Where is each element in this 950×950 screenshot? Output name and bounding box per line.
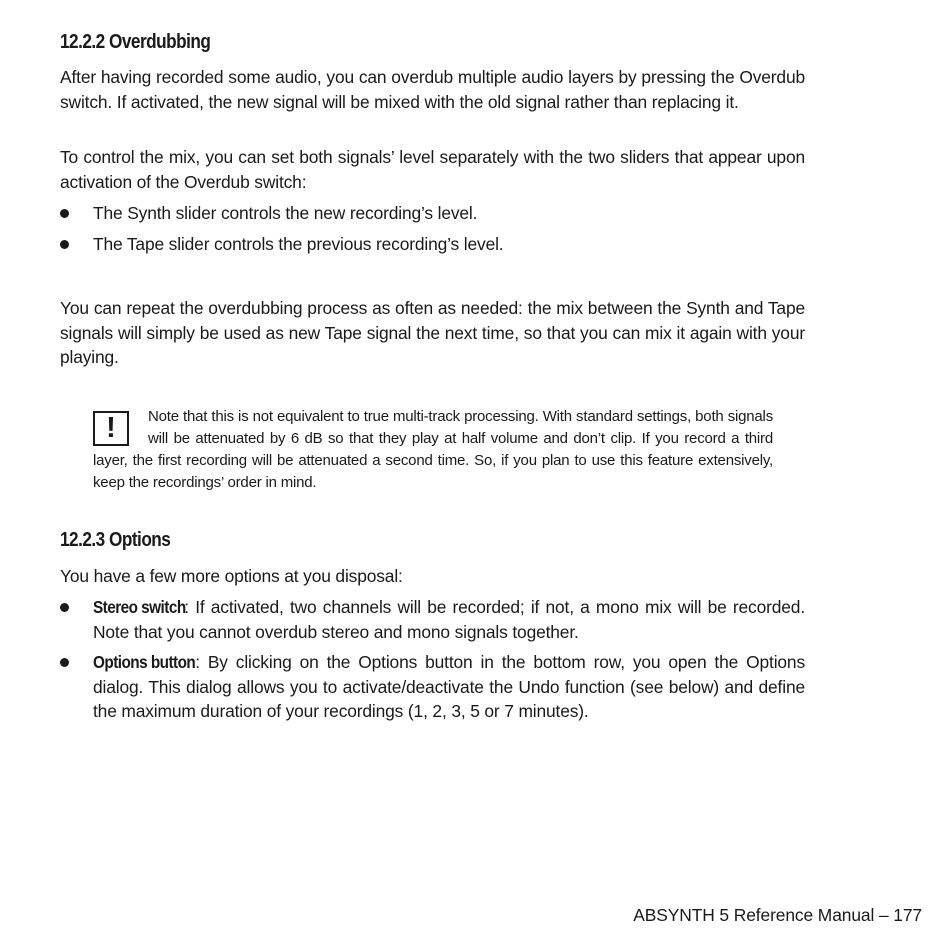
section-heading-options: 12.2.3 Options: [60, 529, 171, 551]
list-item-description: : If activated, two channels will be recorded; if not, a mono mix will be recorded. Note that you cannot overdub stereo and mono signals together.: [93, 597, 805, 642]
list-item-text: [93, 650, 805, 724]
paragraph-options-intro: You have a few more options at you disposal:: [60, 566, 403, 586]
note-box: [93, 406, 773, 496]
section-heading-overdubbing: 12.2.2 Overdubbing: [60, 31, 211, 53]
paragraph-mix-control: To control the mix, you can set both signals’ level separately with the two sliders that appear upon activation of the Overdub switch:: [60, 147, 805, 192]
list-item-label: Options button: [93, 652, 196, 672]
paragraph-overdub-intro: After having recorded some audio, you can overdub multiple audio layers by pressing the Overdub switch. If activated, the new signal will be mixed with the old signal rather than replacing it.: [60, 67, 805, 112]
list-item-text: The Tape slider controls the previous recording’s level.: [93, 234, 504, 254]
list-item-label: Stereo switch: [93, 597, 186, 617]
bullet-icon: [60, 603, 69, 612]
note-text: [93, 406, 773, 494]
paragraph-repeat-overdub: You can repeat the overdubbing process as often as needed: the mix between the Synth and Tape signals will simply be used as new Tape signal the next time, so that you can mix it again with your playing.: [60, 298, 805, 367]
bullet-icon: [60, 240, 69, 249]
exclamation-icon: !: [93, 411, 129, 446]
list-item-text: [93, 595, 805, 644]
list-item-description: : By clicking on the Options button in the bottom row, you open the Options dialog. This dialog allows you to activate/deactivate the Undo function (see below) and define the maximum duration of your recordings (1, 2, 3, 5 or 7 minutes).: [93, 652, 805, 721]
page-footer: ABSYNTH 5 Reference Manual – 177: [633, 905, 922, 925]
note-text-content: Note that this is not equivalent to true multi-track processing. With standard settings, both signals will be attenuated by 6 dB so that they play at half volume and don’t clip. If you record a third layer, the first recording will be attenuated a second time. So, if you plan to use this feature extensively, keep the recordings’ order in mind.: [93, 408, 773, 491]
bullet-icon: [60, 209, 69, 218]
list-item-text: The Synth slider controls the new recording’s level.: [93, 203, 478, 223]
bullet-icon: [60, 658, 69, 667]
